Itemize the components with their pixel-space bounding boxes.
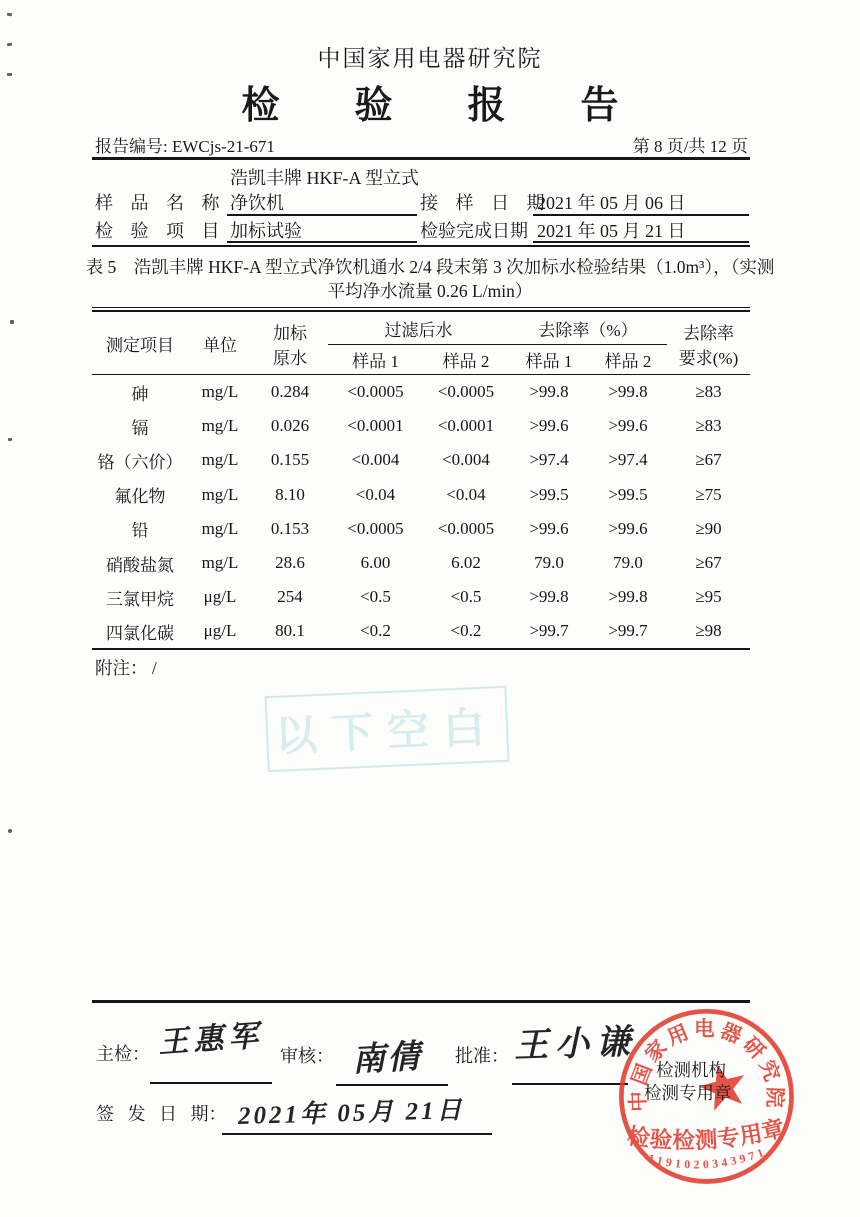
signature-line: [150, 1082, 272, 1084]
col-header-removal-requirement: 去除率 要求(%): [667, 313, 750, 375]
approver-signature: 王小谦: [513, 1023, 638, 1066]
test-item-label: 检 验 项 目: [95, 221, 220, 241]
stamp-agency-text: [644, 1059, 732, 1105]
chief-inspector-label: 主检：: [96, 1044, 150, 1064]
note: [95, 655, 157, 680]
signature-line: [222, 1133, 492, 1135]
reviewer-label: 审核：: [280, 1046, 334, 1066]
results-table: [92, 313, 750, 649]
approver-label: 批准：: [455, 1046, 509, 1066]
complete-date-label: 检验完成日期: [420, 221, 528, 241]
divider-line: [92, 245, 750, 247]
caption-line1: 表 5 浩凯丰牌 HKF-A 型立式净饮机通水 2/4 段末第 3 次加标水检验结果（1.0m³），（实测: [85, 257, 775, 277]
table-row: 三氯甲烷 μg/L 254 <0.5 <0.5 >99.8 >99.8 ≥95: [106, 587, 722, 609]
stamp-arc-text: 检验检测专用章: [625, 1115, 788, 1154]
col-header-sample1: 样品 1: [509, 345, 589, 375]
receive-date-label: 接 样 日 期: [420, 193, 545, 213]
page-indicator: 第 8 页/共 12 页: [632, 137, 748, 156]
sample-name-line1: 浩凯丰牌 HKF-A 型立式: [230, 168, 420, 188]
col-header-unit: 单位: [188, 313, 252, 375]
col-header-spiked-raw-water: 加标 原水: [252, 313, 328, 375]
test-item-value: 加标试验: [230, 221, 302, 241]
table-row: 氟化物 mg/L 8.10 <0.04 <0.04 >99.5 >99.5 ≥75: [114, 484, 722, 507]
table-top-rule: [92, 307, 750, 312]
blank-below-watermark: 以下空白: [264, 686, 509, 772]
report-no-value: EWCjs-21-671: [171, 137, 275, 156]
col-header-sample2: 样品 2: [589, 345, 667, 375]
report-no: [95, 132, 275, 157]
col-header-removal-rate: 去除率（%）: [509, 313, 667, 345]
table-bottom-rule: [92, 648, 750, 650]
underline: [227, 214, 417, 216]
table-caption: [0, 255, 860, 303]
note-value: /: [151, 658, 157, 678]
agency-line1: 检测机构: [656, 1060, 726, 1080]
underline: [533, 241, 749, 243]
agency-line2: 检测专用章: [644, 1083, 732, 1103]
stamp-number: 1191020343971: [646, 1145, 769, 1172]
scan-speck: [8, 438, 12, 441]
scan-speck: [10, 320, 14, 324]
col-header-sample2: 样品 2: [423, 345, 509, 375]
stamp-ring-text: 中国家用电器研究院: [627, 1018, 786, 1113]
table-row: 镉 mg/L 0.026 <0.0001 <0.0001 >99.6 >99.6 ≥83: [131, 416, 722, 438]
signature-line: [336, 1084, 448, 1086]
sample-name-label: 样 品 名 称: [95, 193, 220, 213]
report-no-label: 报告编号:: [95, 137, 172, 156]
table-header-row1: [92, 313, 750, 345]
divider-line: [92, 157, 750, 160]
col-header-filtered-water: 过滤后水: [328, 313, 509, 345]
col-header-item: 测定项目: [92, 313, 188, 375]
table-row: 硝酸盐氮 mg/L 28.6 6.00 6.02 79.0 79.0 ≥67: [106, 553, 722, 575]
caption-line2: 平均净水流量 0.26 L/min）: [327, 281, 533, 301]
sample-name-line2: 净饮机: [230, 193, 284, 213]
complete-date-value: 2021 年 05 月 21 日: [537, 221, 686, 241]
note-label: 附注：: [95, 658, 148, 678]
table-row: 铅 mg/L 0.153 <0.0005 <0.0005 >99.6 >99.6 ≥90: [131, 518, 722, 541]
scan-speck: [8, 829, 12, 833]
col-header-sample1: 样品 1: [328, 345, 423, 375]
report-title: 检验报告: [241, 85, 694, 127]
table-row: 砷 mg/L 0.284 <0.0005 <0.0005 >99.8 >99.8 ≥83: [131, 382, 722, 404]
scan-speck: [7, 13, 12, 17]
receive-date-value: 2021 年 05 月 06 日: [537, 193, 686, 213]
reviewer-signature: 南倩: [351, 1039, 424, 1079]
issue-date-label: 签 发 日 期：: [96, 1104, 227, 1124]
underline: [533, 214, 749, 216]
institute-name: 中国家用电器研究院: [317, 46, 543, 71]
underline: [227, 241, 417, 243]
table-row: 铬（六价） mg/L 0.155 <0.004 <0.004 >97.4 >97.4 ≥67: [97, 450, 722, 472]
issue-date-value: 2021年 05月 21日: [237, 1097, 465, 1130]
table-row: 四氯化碳 μg/L 80.1 <0.2 <0.2 >99.7 >99.7 ≥98: [106, 621, 722, 643]
chief-inspector-signature: 王惠军: [157, 1019, 265, 1060]
